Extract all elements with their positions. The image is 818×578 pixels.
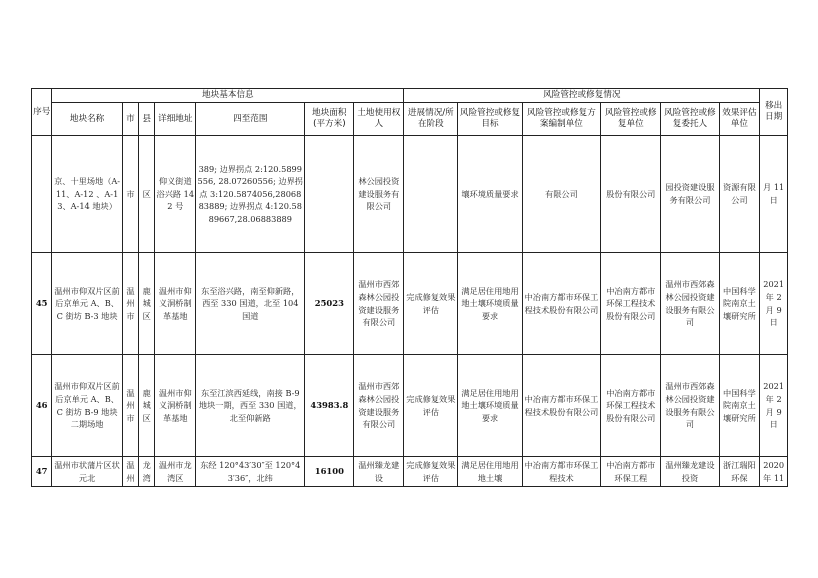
progress-cell: 完成修复效果评估 <box>404 457 458 487</box>
evaluation-unit-cell: 中国科学院南京土壤研究所 <box>719 253 760 355</box>
progress-cell <box>404 136 458 253</box>
table-row <box>32 457 788 487</box>
site-name-cell: 温州市仰双片区前后京单元 A、B、C 街坊 B-3 地块 <box>52 253 122 355</box>
land-user-cell: 林公园投资建设服务有限公司 <box>354 136 404 253</box>
client-cell: 温州市西郊森林公园投资建设服务有限公司 <box>661 253 719 355</box>
repair-unit-cell: 股份有限公司 <box>601 136 661 253</box>
district-cell: 龙湾 <box>139 457 155 487</box>
site-name-cell: 温州市仰双片区前后京单元 A、B、C 街坊 B-9 地块二期场地 <box>52 355 122 457</box>
progress-cell: 完成修复效果评估 <box>404 355 458 457</box>
repair-unit-cell: 中冶南方都市环保工程技术股份有限公司 <box>601 355 661 457</box>
plan-unit-cell: 有限公司 <box>522 136 601 253</box>
column-header: 地块面积(平方米) <box>305 103 354 136</box>
address-cell: 仰义街道浴兴路 142 号 <box>155 136 196 253</box>
column-header: 四至范围 <box>196 103 305 136</box>
area-cell: 16100 <box>305 457 354 487</box>
column-header: 风险管控或修复方案编制单位 <box>522 103 601 136</box>
contaminated-land-table <box>31 88 788 487</box>
column-header: 市 <box>122 103 138 136</box>
column-header: 详细地址 <box>155 103 196 136</box>
row-index: 45 <box>32 253 52 355</box>
district-cell: 鹿城区 <box>139 253 155 355</box>
column-header: 地块名称 <box>52 103 122 136</box>
column-header: 土地使用权人 <box>354 103 404 136</box>
repair-unit-cell: 中冶南方都市环保工程技术股份有限公司 <box>601 253 661 355</box>
data-table-container <box>31 88 788 578</box>
column-header: 风险管控或修复目标 <box>458 103 522 136</box>
boundary-cell: 东至浴兴路，南至仰新路，西至 330 国道，北至 104 国道 <box>196 253 305 355</box>
city-cell: 温州 <box>122 457 138 487</box>
plan-unit-cell: 中冶南方都市环保工程技术股份有限公司 <box>522 253 601 355</box>
table-row <box>32 355 788 457</box>
boundary-cell: 东至江滨西延线，南接 B-9 地块一期，西至 330 国道，北至仰新路 <box>196 355 305 457</box>
address-cell: 温州市龙湾区 <box>155 457 196 487</box>
target-cell: 满足居住用地用地土壤环境质量要求 <box>458 355 522 457</box>
plan-unit-cell: 中冶南方都市环保工程技术 <box>522 457 601 487</box>
area-cell: 25023 <box>305 253 354 355</box>
client-cell: 温州臻龙建设投资 <box>661 457 719 487</box>
target-cell: 满足居住用地用地土壤 <box>458 457 522 487</box>
column-header: 进展情况/所在阶段 <box>404 103 458 136</box>
client-cell: 园投资建设服务有限公司 <box>661 136 719 253</box>
risk-control-group-header: 风险管控或修复情况 <box>404 89 760 103</box>
district-cell: 鹿城区 <box>139 355 155 457</box>
target-cell: 壤环境质量要求 <box>458 136 522 253</box>
land-user-cell: 温州市西郊森林公园投资建设服务有限公司 <box>354 253 404 355</box>
land-user-cell: 温州臻龙建设 <box>354 457 404 487</box>
column-header: 县 <box>139 103 155 136</box>
address-cell: 温州市仰义洞桥制革基地 <box>155 253 196 355</box>
row-index <box>32 136 52 253</box>
column-header: 效果评估单位 <box>719 103 760 136</box>
site-name-cell: 温州市状蒲片区状元北 <box>52 457 122 487</box>
boundary-cell: 389; 边界拐点 2:120.5899556, 28.07260556; 边界拐点 3:120.5874056,2806883889; 边界拐点 4:120.5889667,28.06883889 <box>196 136 305 253</box>
removal-date-cell: 月 11 日 <box>760 136 788 253</box>
client-cell: 温州市西郊森林公园投资建设服务有限公司 <box>661 355 719 457</box>
seq-header: 序号 <box>32 89 52 136</box>
progress-cell: 完成修复效果评估 <box>404 253 458 355</box>
header-column-row <box>32 103 788 136</box>
address-cell: 温州市仰义洞桥制革基地 <box>155 355 196 457</box>
repair-unit-cell: 中冶南方都市环保工程 <box>601 457 661 487</box>
city-cell: 温州市 <box>122 355 138 457</box>
evaluation-unit-cell: 中国科学院南京土壤研究所 <box>719 355 760 457</box>
city-cell: 温州市 <box>122 253 138 355</box>
target-cell: 满足居住用地用地土壤环境质量要求 <box>458 253 522 355</box>
table-row <box>32 253 788 355</box>
removal-date-header: 移出日期 <box>760 89 788 136</box>
area-cell <box>305 136 354 253</box>
evaluation-unit-cell: 浙江瑞阳环保 <box>719 457 760 487</box>
removal-date-cell: 2021 年 2 月 9 日 <box>760 253 788 355</box>
basic-info-group-header: 地块基本信息 <box>52 89 404 103</box>
plan-unit-cell: 中冶南方都市环保工程技术股份有限公司 <box>522 355 601 457</box>
district-cell: 区 <box>139 136 155 253</box>
evaluation-unit-cell: 资源有限公司 <box>719 136 760 253</box>
city-cell: 市 <box>122 136 138 253</box>
column-header: 风险管控或修复单位 <box>601 103 661 136</box>
removal-date-cell: 2020 年 11 <box>760 457 788 487</box>
header-group-row <box>32 89 788 103</box>
area-cell: 43983.8 <box>305 355 354 457</box>
removal-date-cell: 2021 年 2 月 9 日 <box>760 355 788 457</box>
row-index: 47 <box>32 457 52 487</box>
table-row <box>32 136 788 253</box>
column-header: 风险管控或修复委托人 <box>661 103 719 136</box>
land-user-cell: 温州市西郊森林公园投资建设服务有限公司 <box>354 355 404 457</box>
boundary-cell: 东经 120°43′30″至 120°43′36″，北纬 <box>196 457 305 487</box>
row-index: 46 <box>32 355 52 457</box>
site-name-cell: 京、十里场地（A-11、A-12 、A-13、A-14 地块） <box>52 136 122 253</box>
